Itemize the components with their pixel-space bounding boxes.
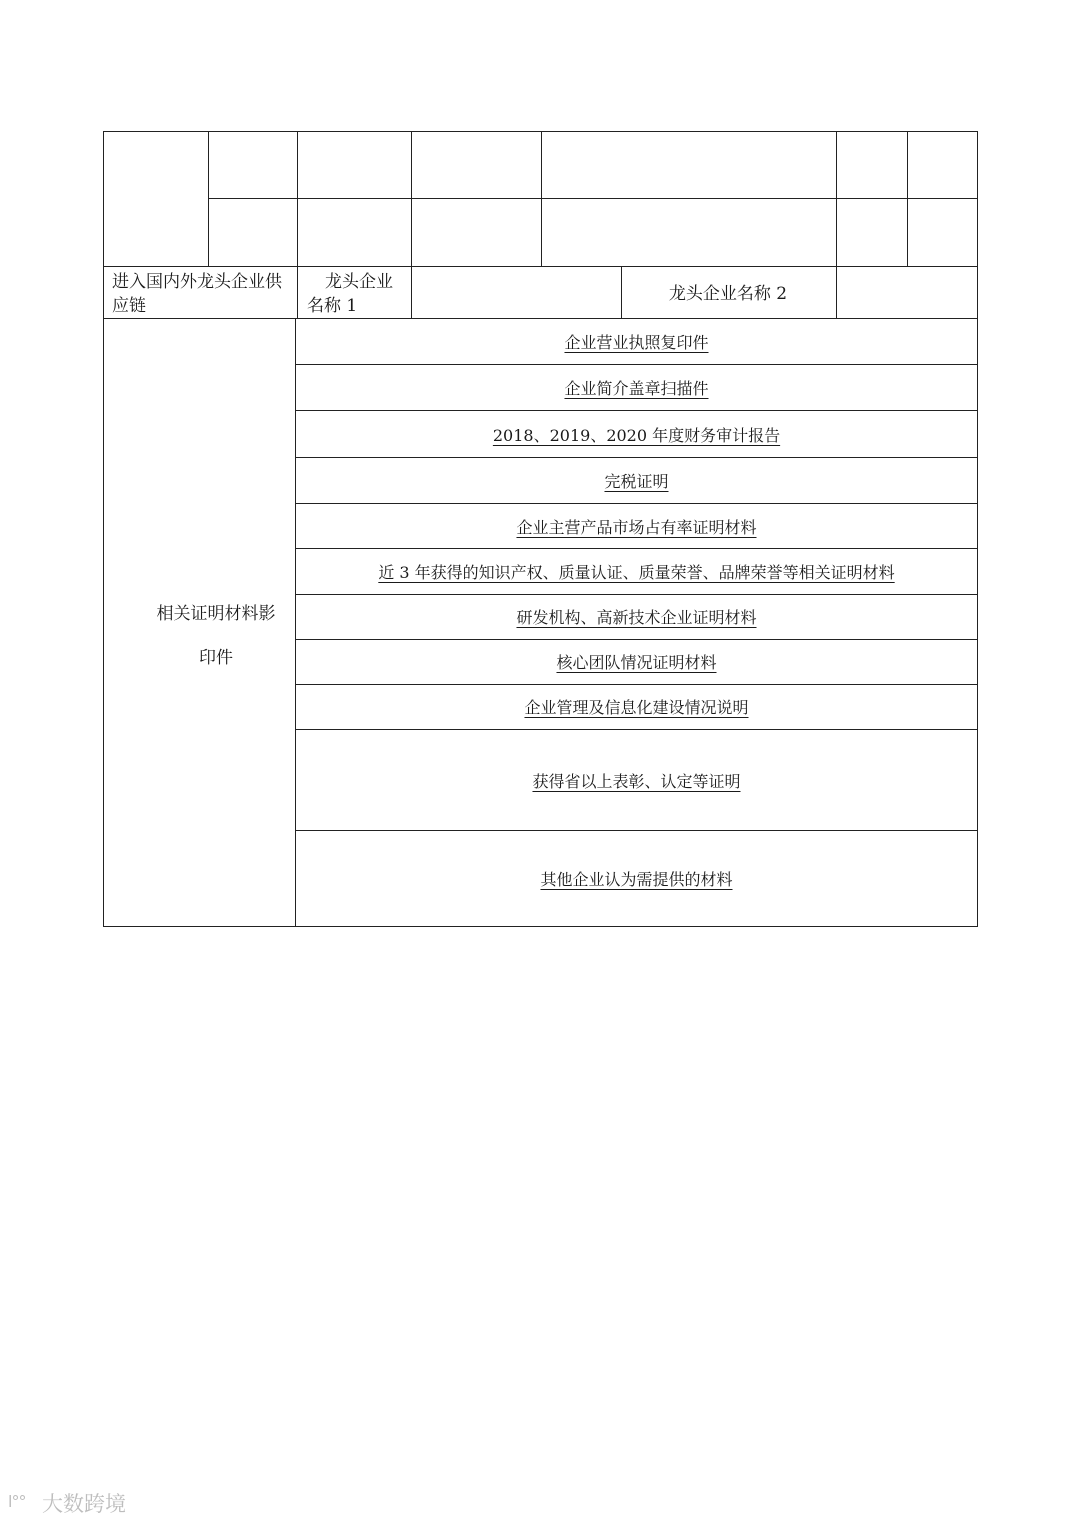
grid-line — [296, 684, 978, 685]
attachment-item[interactable] — [296, 769, 977, 792]
leader-1-label: 龙头企业名称 1 — [307, 272, 393, 316]
grid-line — [297, 266, 298, 319]
grid-line — [296, 503, 978, 504]
attachment-item[interactable] — [296, 650, 977, 673]
grid-line — [296, 364, 978, 365]
attachment-item[interactable] — [296, 469, 977, 492]
grid-line — [296, 830, 978, 831]
grid-line — [296, 410, 978, 411]
grid-line — [411, 266, 412, 319]
attachment-link[interactable]: 研发机构、高新技术企业证明材料 — [516, 608, 757, 627]
attachment-item[interactable] — [296, 330, 977, 353]
logo-icon — [8, 1490, 38, 1517]
watermark-text: 大数跨境 — [42, 1492, 126, 1516]
table-border-right — [977, 131, 978, 927]
attachment-link[interactable]: 企业管理及信息化建设情况说明 — [524, 698, 749, 717]
attachment-link[interactable]: 2018、2019、2020 年度财务审计报告 — [492, 426, 781, 445]
attachment-item[interactable] — [296, 515, 977, 538]
attachment-item[interactable] — [296, 695, 977, 718]
supply-chain-label: 进入国内外龙头企业供应链 — [112, 272, 282, 316]
attachments-section-label: 相关证明材料影印件 — [156, 604, 276, 668]
leader-2-field[interactable] — [838, 270, 975, 316]
leader-2-label: 龙头企业名称 2 — [668, 284, 788, 304]
attachment-item[interactable] — [296, 605, 977, 628]
grid-line — [103, 318, 978, 319]
grid-line — [411, 131, 412, 267]
attachment-link[interactable]: 企业主营产品市场占有率证明材料 — [516, 518, 757, 537]
grid-line — [296, 548, 978, 549]
attachment-link[interactable]: 其他企业认为需提供的材料 — [540, 870, 733, 889]
grid-line — [296, 457, 978, 458]
attachment-item[interactable] — [296, 867, 977, 890]
watermark — [8, 1488, 126, 1518]
grid-line — [296, 729, 978, 730]
table-border-left — [103, 131, 104, 927]
grid-line — [836, 266, 837, 319]
attachment-link[interactable]: 获得省以上表彰、认定等证明 — [532, 772, 741, 791]
grid-line — [208, 198, 978, 199]
grid-line — [297, 131, 298, 267]
attachment-item[interactable] — [296, 423, 977, 446]
grid-line — [296, 594, 978, 595]
attachment-link[interactable]: 企业营业执照复印件 — [564, 333, 709, 352]
attachment-link[interactable]: 核心团队情况证明材料 — [556, 653, 717, 672]
attachment-item[interactable] — [296, 376, 977, 399]
grid-line — [296, 639, 978, 640]
grid-line — [208, 131, 209, 267]
attachment-link[interactable]: 完税证明 — [604, 472, 669, 491]
grid-line — [541, 131, 542, 267]
grid-line — [907, 131, 908, 267]
attachment-item[interactable] — [296, 560, 977, 583]
grid-line — [621, 266, 622, 319]
table-border-bottom — [103, 926, 978, 927]
leader-1-field[interactable] — [413, 270, 619, 316]
attachment-link[interactable]: 企业简介盖章扫描件 — [564, 379, 709, 398]
grid-line — [836, 131, 837, 267]
svg-text:l°°: l°° — [8, 1491, 26, 1511]
attachment-link[interactable]: 近 3 年获得的知识产权、质量认证、质量荣誉、品牌荣誉等相关证明材料 — [378, 563, 895, 582]
